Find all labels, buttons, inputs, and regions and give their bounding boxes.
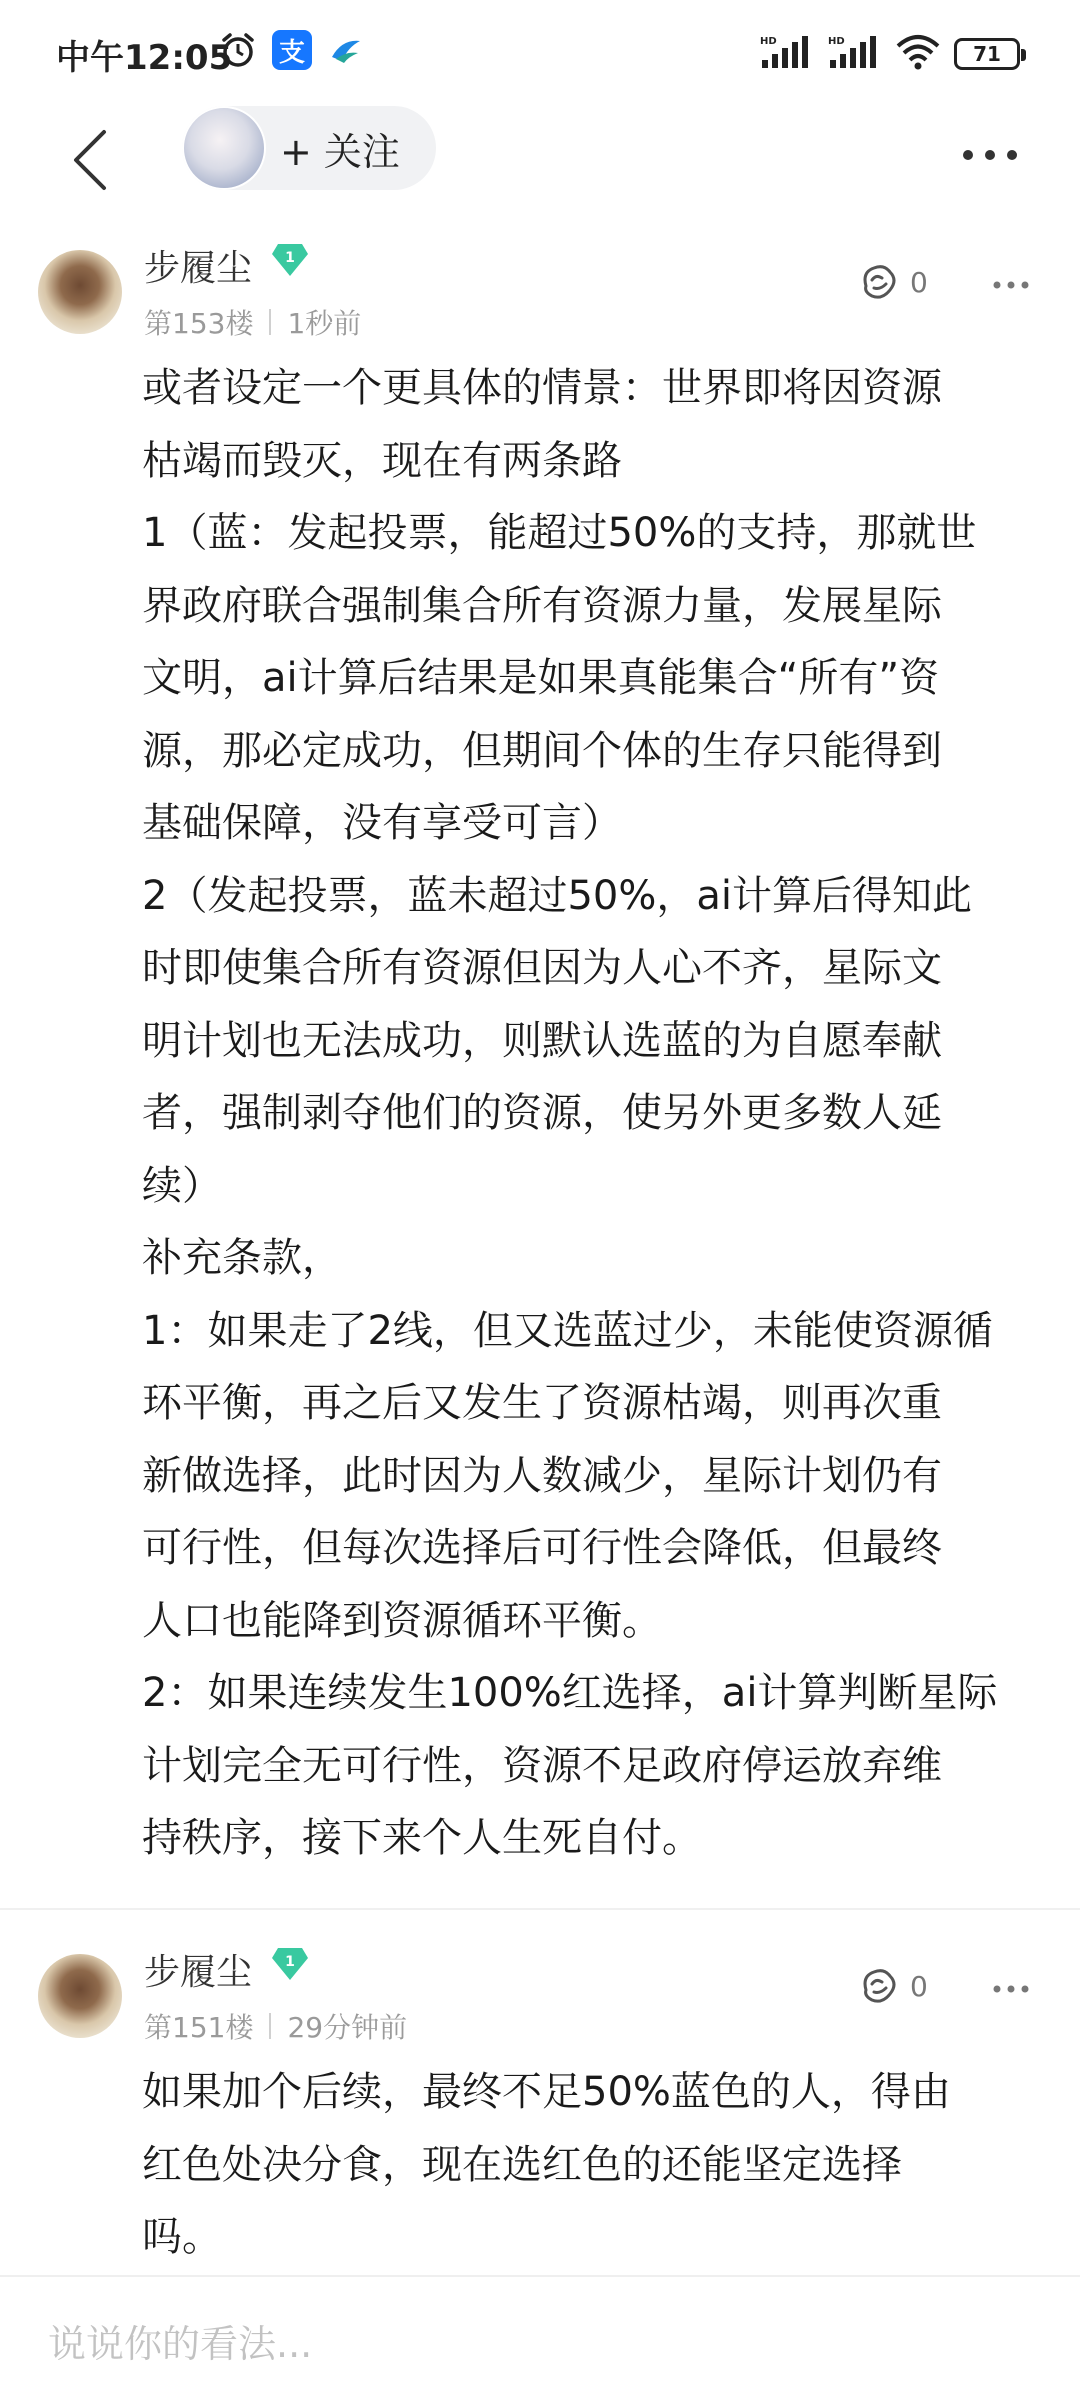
comment-divider: [0, 1908, 1080, 1910]
meta-divider: [269, 2013, 271, 2039]
comment-body: [142, 2056, 1042, 2274]
wifi-icon: [896, 34, 940, 74]
alarm-icon: [218, 30, 258, 70]
meta-divider: [269, 309, 271, 335]
comment-text-line: 界政府联合强制集合所有资源力量，发展星际: [142, 582, 942, 629]
comment-text-line: 时即使集合所有资源但因为人心不齐，星际文: [142, 945, 942, 991]
more-dots-icon: [993, 281, 1029, 289]
status-time: 中午12:05: [56, 38, 233, 78]
more-dots-icon: [962, 149, 1018, 161]
comment-text-line: 2（发起投票，蓝未超过50%，ai计算后得知此: [142, 872, 972, 919]
comment-body: [142, 352, 1042, 1875]
like-button[interactable]: [858, 1964, 928, 2008]
level-value: 1: [285, 250, 295, 266]
comment-input-bar: [0, 2275, 1080, 2400]
author-name[interactable]: 步履尘: [144, 1952, 253, 1993]
comment-text-line: 吗。: [142, 2214, 222, 2260]
comment-text-line: 环平衡，再之后又发生了资源枯竭，则再次重: [142, 1380, 942, 1426]
back-button[interactable]: [50, 120, 130, 200]
level-value: 1: [285, 1954, 295, 1970]
comment-text-line: 持秩序，接下来个人生死自付。: [142, 1815, 702, 1861]
post-time: 1秒前: [287, 307, 362, 340]
battery-icon: 71: [954, 38, 1020, 70]
floor-number: 第151楼: [144, 2011, 254, 2044]
post-time: 29分钟前: [287, 2011, 408, 2044]
like-icon: [858, 260, 902, 304]
comment-text-line: 2：如果连续发生100%红选择，ai计算判断星际: [142, 1670, 998, 1716]
thread-author-avatar[interactable]: [182, 106, 266, 190]
author-name[interactable]: 步履尘: [144, 248, 253, 289]
top-nav-bar: [0, 100, 1080, 220]
comment-text-line: 枯竭而毁灭，现在有两条路: [142, 437, 622, 484]
comment-text-line: 或者设定一个更具体的情景：世界即将因资源: [142, 365, 942, 411]
comment-input[interactable]: 说说你的看法...: [48, 2322, 313, 2366]
comment-more-button[interactable]: [986, 270, 1036, 300]
svg-text:HD: HD: [760, 36, 777, 47]
level-badge-icon: [270, 1946, 310, 1982]
comment-text-line: 如果加个后续，最终不足50%蓝色的人，得由: [142, 2069, 951, 2115]
comment-text-line: 人口也能降到资源循环平衡。: [142, 1597, 662, 1644]
like-button[interactable]: [858, 260, 928, 304]
comment-meta: [144, 302, 361, 342]
avatar[interactable]: [38, 250, 122, 334]
hd-signal-icon: [760, 34, 814, 74]
comment-text-line: 新做选择，此时因为人数减少，星际计划仍有: [142, 1452, 942, 1499]
comment-text-line: 1：如果走了2线，但又选蓝过少，未能使资源循: [142, 1307, 993, 1354]
comment-text-line: 续）: [142, 1162, 222, 1209]
comment-text-line: 源，那必定成功，但期间个体的生存只能得到: [142, 727, 942, 774]
comment-meta: [144, 2006, 407, 2046]
comment-text-line: 可行性，但每次选择后可行性会降低，但最终: [142, 1525, 942, 1571]
avatar[interactable]: [38, 1954, 122, 2038]
comment-text-line: 红色处决分食，现在选红色的还能坚定选择: [142, 2141, 902, 2188]
status-bar: [0, 0, 1080, 100]
comment-text-line: 文明，ai计算后结果是如果真能集合“所有”资: [142, 655, 940, 701]
comment-text-line: 1（蓝：发起投票，能超过50%的支持，那就世: [142, 510, 977, 556]
comment-item: [0, 236, 1080, 1896]
status-right: [760, 34, 1020, 74]
more-dots-icon: [993, 1985, 1029, 1993]
svg-text:HD: HD: [828, 36, 845, 47]
like-count: 0: [910, 265, 928, 299]
back-arrow-icon: [70, 128, 110, 192]
comment-text-line: 计划完全无可行性，资源不足政府停运放弃维: [142, 1742, 942, 1789]
comment-item: [0, 1940, 1080, 2270]
like-count: 0: [910, 1969, 928, 2003]
alipay-icon: 支: [272, 30, 312, 70]
app-notification-icon: [326, 30, 366, 70]
level-badge-icon: [270, 242, 310, 278]
follow-button[interactable]: [182, 106, 436, 190]
floor-number: 第153楼: [144, 307, 254, 340]
like-icon: [858, 1964, 902, 2008]
more-button[interactable]: [950, 130, 1030, 180]
hd-signal-icon: [828, 34, 882, 74]
comment-more-button[interactable]: [986, 1974, 1036, 2004]
comment-text-line: 基础保障，没有享受可言）: [142, 800, 622, 846]
comment-text-line: 补充条款，: [142, 1235, 342, 1281]
follow-label: + 关注: [280, 129, 400, 174]
comment-text-line: 者，强制剥夺他们的资源，使另外更多数人延: [142, 1090, 942, 1136]
status-icons-left: [218, 30, 366, 70]
comment-text-line: 明计划也无法成功，则默认选蓝的为自愿奉献: [142, 1017, 942, 1064]
